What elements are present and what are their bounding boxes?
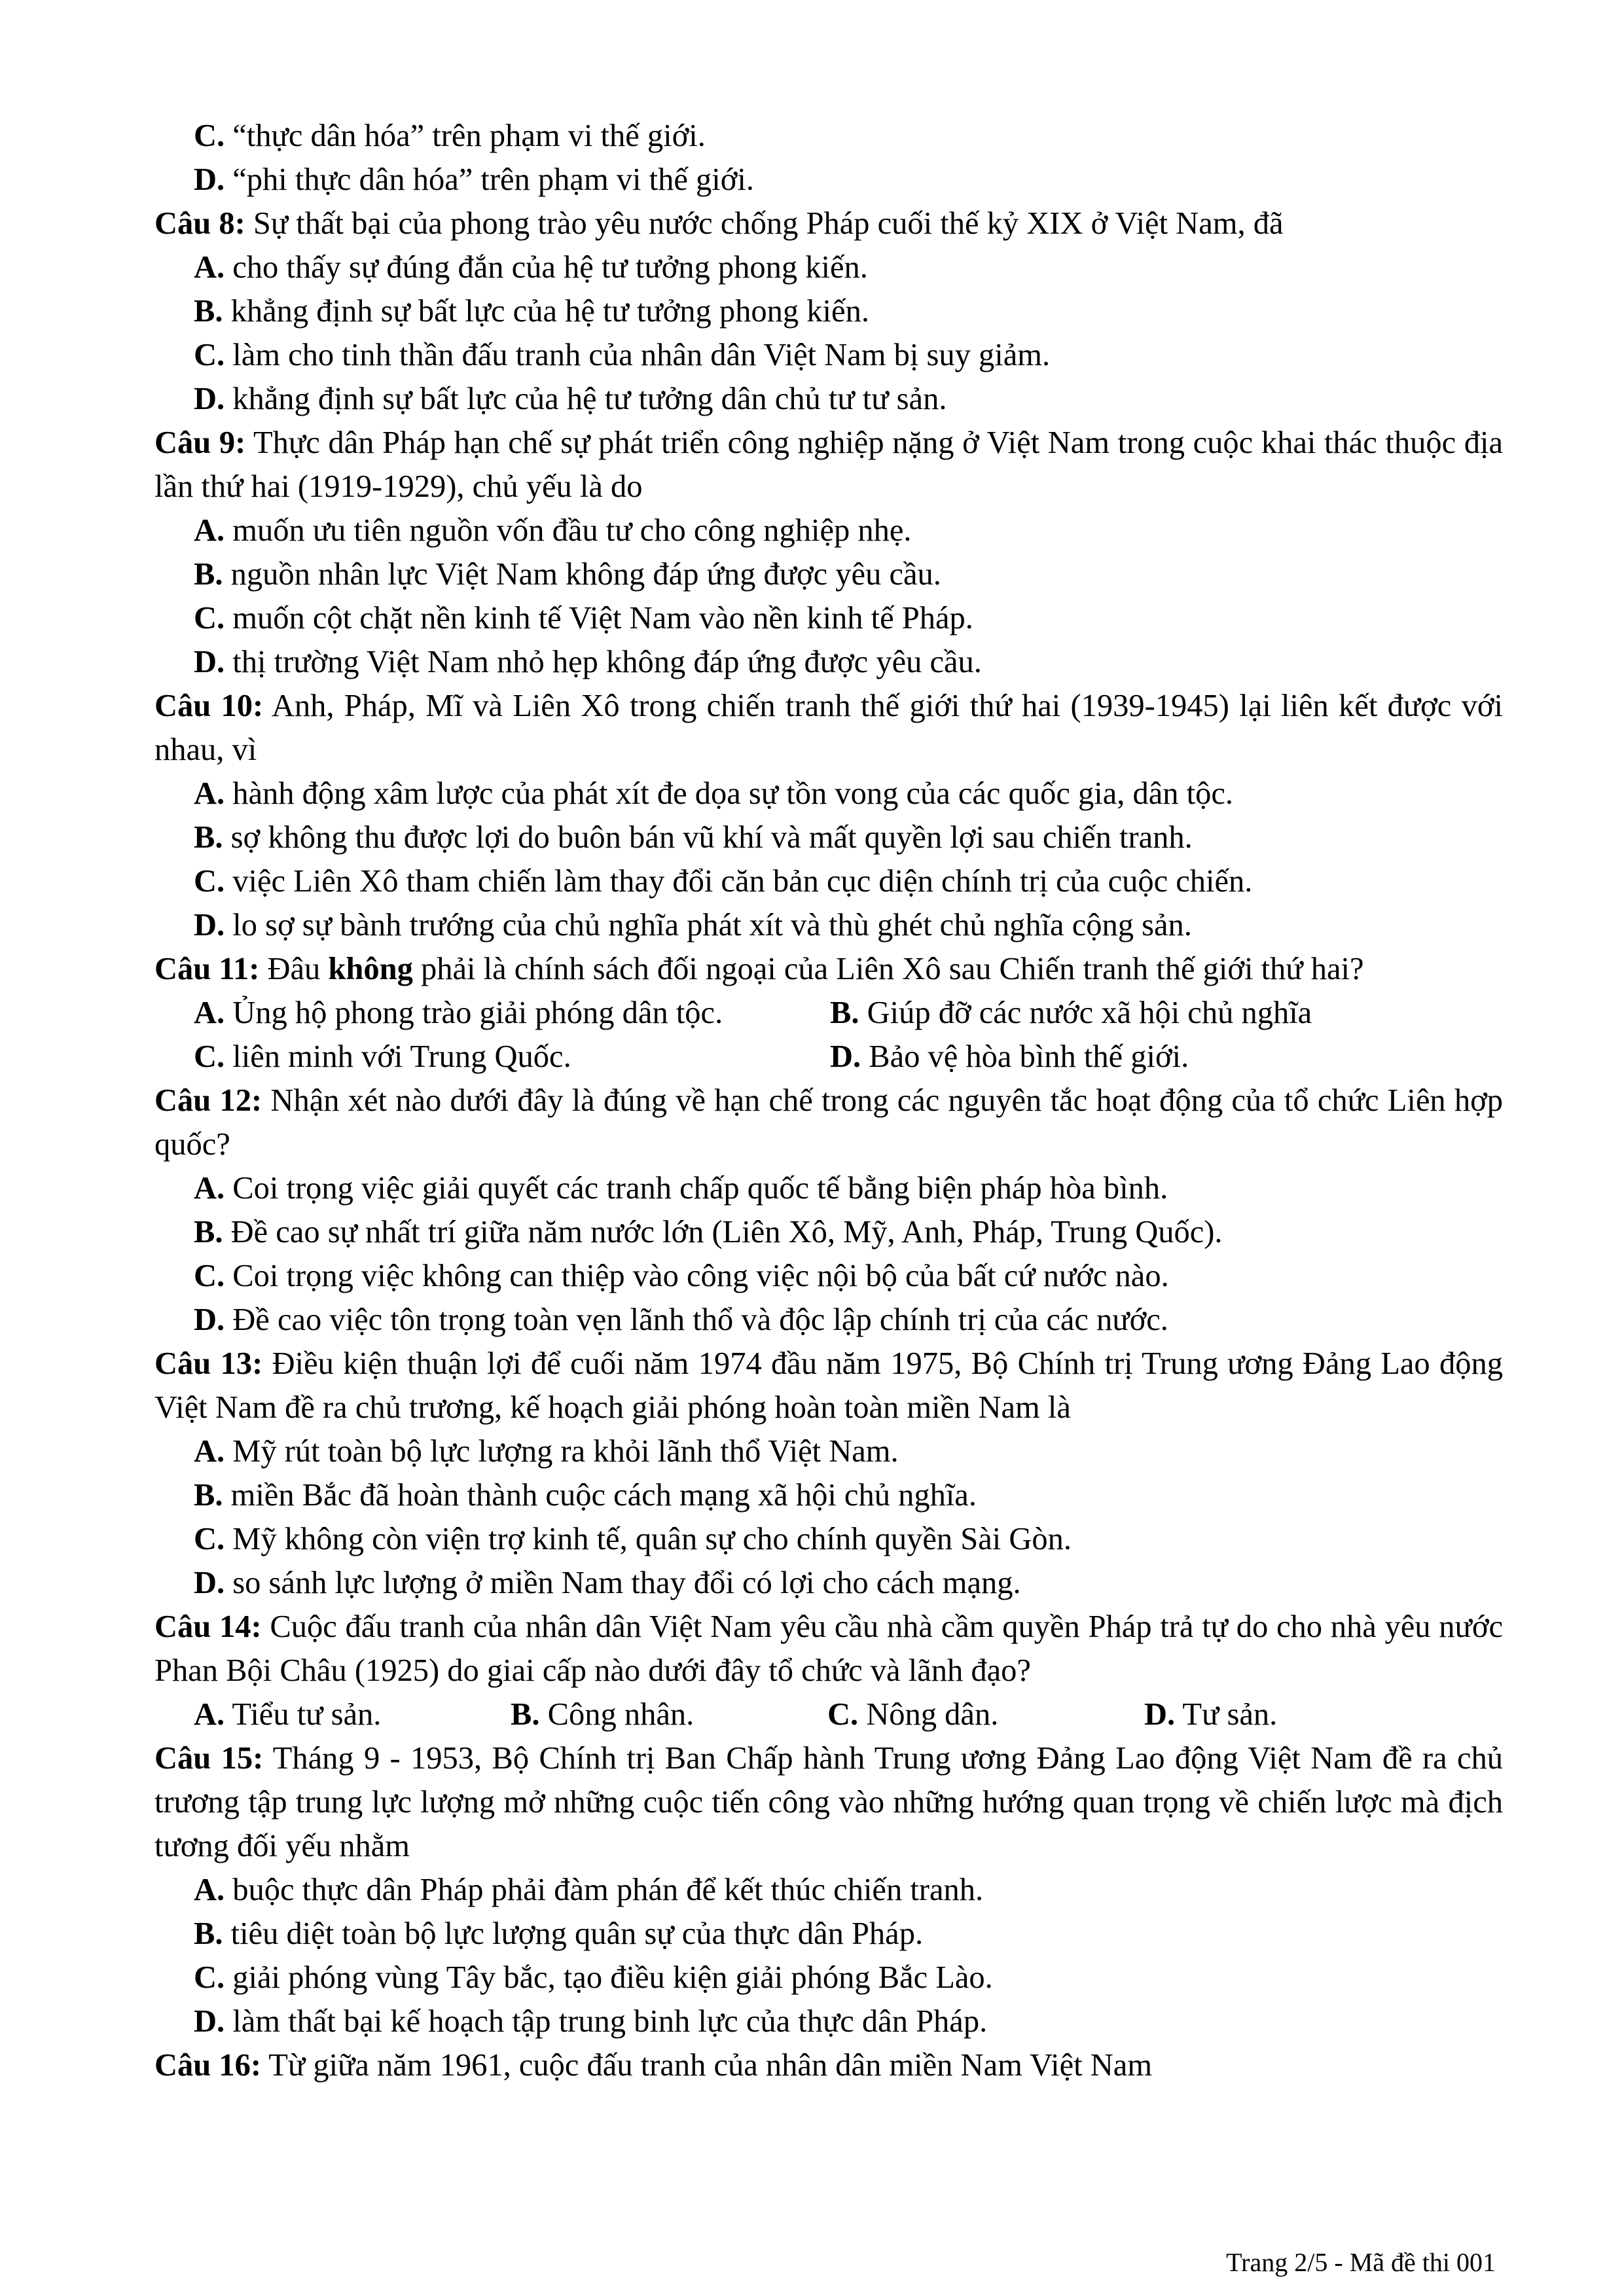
- option: D. khẳng định sự bất lực của hệ tư tưởng dân chủ tư tư sản.: [194, 382, 947, 416]
- option-row: [194, 991, 1503, 1035]
- option-row: [194, 1693, 1503, 1736]
- page-footer: Trang 2/5 - Mã đề thi 001: [1226, 2248, 1496, 2277]
- question-8: [154, 202, 1503, 421]
- option: D. làm thất bại kế hoạch tập trung binh lực của thực dân Pháp.: [194, 2004, 988, 2039]
- question-12: [154, 1079, 1503, 1342]
- option: C. Mỹ không còn viện trợ kinh tế, quân sự cho chính quyền Sài Gòn.: [194, 1522, 1072, 1556]
- option: C. việc Liên Xô tham chiến làm thay đổi căn bản cục diện chính trị của cuộc chiến.: [194, 864, 1253, 899]
- option: B. Công nhân.: [511, 1697, 695, 1732]
- option: B. sợ không thu được lợi do buôn bán vũ khí và mất quyền lợi sau chiến tranh.: [194, 820, 1193, 855]
- option: A. Mỹ rút toàn bộ lực lượng ra khỏi lãnh thổ Việt Nam.: [194, 1434, 899, 1469]
- option: C. Coi trọng việc không can thiệp vào công việc nội bộ của bất cứ nước nào.: [194, 1259, 1169, 1293]
- option: C. muốn cột chặt nền kinh tế Việt Nam vào nền kinh tế Pháp.: [194, 601, 973, 636]
- option: C. làm cho tinh thần đấu tranh của nhân dân Việt Nam bị suy giảm.: [194, 338, 1051, 372]
- option: D. thị trường Việt Nam nhỏ hẹp không đáp ứng được yêu cầu.: [194, 645, 982, 679]
- option: B. khẳng định sự bất lực của hệ tư tưởng phong kiến.: [194, 294, 869, 329]
- option: D. lo sợ sự bành trướng của chủ nghĩa phát xít và thù ghét chủ nghĩa cộng sản.: [194, 908, 1192, 942]
- question-11: [154, 947, 1503, 1079]
- question-stem: Câu 10: Anh, Pháp, Mĩ và Liên Xô trong chiến tranh thế giới thứ hai (1939-1945) lại liên kết được với nhau, vì: [154, 689, 1503, 767]
- option-row: [194, 1035, 1503, 1079]
- question-stem: Câu 16: Từ giữa năm 1961, cuộc đấu tranh của nhân dân miền Nam Việt Nam: [154, 2048, 1153, 2083]
- option: B. Đề cao sự nhất trí giữa năm nước lớn (Liên Xô, Mỹ, Anh, Pháp, Trung Quốc).: [194, 1215, 1223, 1249]
- option: D. Tư sản.: [1144, 1697, 1278, 1732]
- question-14: [154, 1605, 1503, 1736]
- option: D. “phi thực dân hóa” trên phạm vi thế giới.: [194, 162, 755, 197]
- option: B. nguồn nhân lực Việt Nam không đáp ứng được yêu cầu.: [194, 557, 941, 592]
- option: D. Bảo vệ hòa bình thế giới.: [830, 1039, 1189, 1074]
- exam-content: [154, 114, 1503, 2087]
- question-stem: Câu 11: Đâu không phải là chính sách đối ngoại của Liên Xô sau Chiến tranh thế giới thứ hai?: [154, 952, 1364, 986]
- question-stem: Câu 15: Tháng 9 - 1953, Bộ Chính trị Ban Chấp hành Trung ương Đảng Lao động Việt Nam đề ra chủ trương tập trung lực lượng mở những cuộc tiến công vào những hướng quan trọng về chiến lược mà địch tương đối yếu nhằm: [154, 1741, 1503, 1863]
- question-16: [154, 2043, 1503, 2087]
- question-stem: Câu 12: Nhận xét nào dưới đây là đúng về hạn chế trong các nguyên tắc hoạt động của tổ chức Liên hợp quốc?: [154, 1083, 1504, 1162]
- option: A. Ủng hộ phong trào giải phóng dân tộc.: [194, 996, 723, 1030]
- option: A. cho thấy sự đúng đắn của hệ tư tưởng phong kiến.: [194, 250, 868, 285]
- option: A. Coi trọng việc giải quyết các tranh chấp quốc tế bằng biện pháp hòa bình.: [194, 1171, 1168, 1206]
- option: C. Nông dân.: [827, 1697, 999, 1732]
- carryover-options: [154, 114, 1503, 202]
- option: C. giải phóng vùng Tây bắc, tạo điều kiện giải phóng Bắc Lào.: [194, 1960, 993, 1995]
- question-10: [154, 684, 1503, 947]
- option: A. hành động xâm lược của phát xít đe dọa sự tồn vong của các quốc gia, dân tộc.: [194, 776, 1234, 811]
- question-stem: Câu 9: Thực dân Pháp hạn chế sự phát triển công nghiệp nặng ở Việt Nam trong cuộc khai thác thuộc địa lần thứ hai (1919-1929), chủ yếu là do: [154, 425, 1503, 504]
- option: D. Đề cao việc tôn trọng toàn vẹn lãnh thổ và độc lập chính trị của các nước.: [194, 1302, 1168, 1337]
- option: C. liên minh với Trung Quốc.: [194, 1039, 571, 1074]
- option: C. “thực dân hóa” trên phạm vi thế giới.: [194, 118, 706, 153]
- question-stem: Câu 13: Điều kiện thuận lợi để cuối năm 1974 đầu năm 1975, Bộ Chính trị Trung ương Đảng Lao động Việt Nam đề ra chủ trương, kế hoạch giải phóng hoàn toàn miền Nam là: [154, 1346, 1504, 1425]
- question-stem: Câu 8: Sự thất bại của phong trào yêu nước chống Pháp cuối thế kỷ XIX ở Việt Nam, đã: [154, 206, 1284, 241]
- option: A. Tiểu tư sản.: [194, 1697, 382, 1732]
- option: B. miền Bắc đã hoàn thành cuộc cách mạng xã hội chủ nghĩa.: [194, 1478, 977, 1513]
- question-stem: Câu 14: Cuộc đấu tranh của nhân dân Việt Nam yêu cầu nhà cầm quyền Pháp trả tự do cho nhà yêu nước Phan Bội Châu (1925) do giai cấp nào dưới đây tổ chức và lãnh đạo?: [154, 1609, 1504, 1688]
- option: A. muốn ưu tiên nguồn vốn đầu tư cho công nghiệp nhẹ.: [194, 513, 912, 548]
- option: B. Giúp đỡ các nước xã hội chủ nghĩa: [830, 996, 1312, 1030]
- question-13: [154, 1342, 1503, 1605]
- question-9: [154, 421, 1503, 684]
- option: B. tiêu diệt toàn bộ lực lượng quân sự của thực dân Pháp.: [194, 1916, 924, 1951]
- option: D. so sánh lực lượng ở miền Nam thay đổi có lợi cho cách mạng.: [194, 1566, 1021, 1600]
- option: A. buộc thực dân Pháp phải đàm phán để kết thúc chiến tranh.: [194, 1873, 984, 1907]
- question-15: [154, 1736, 1503, 2043]
